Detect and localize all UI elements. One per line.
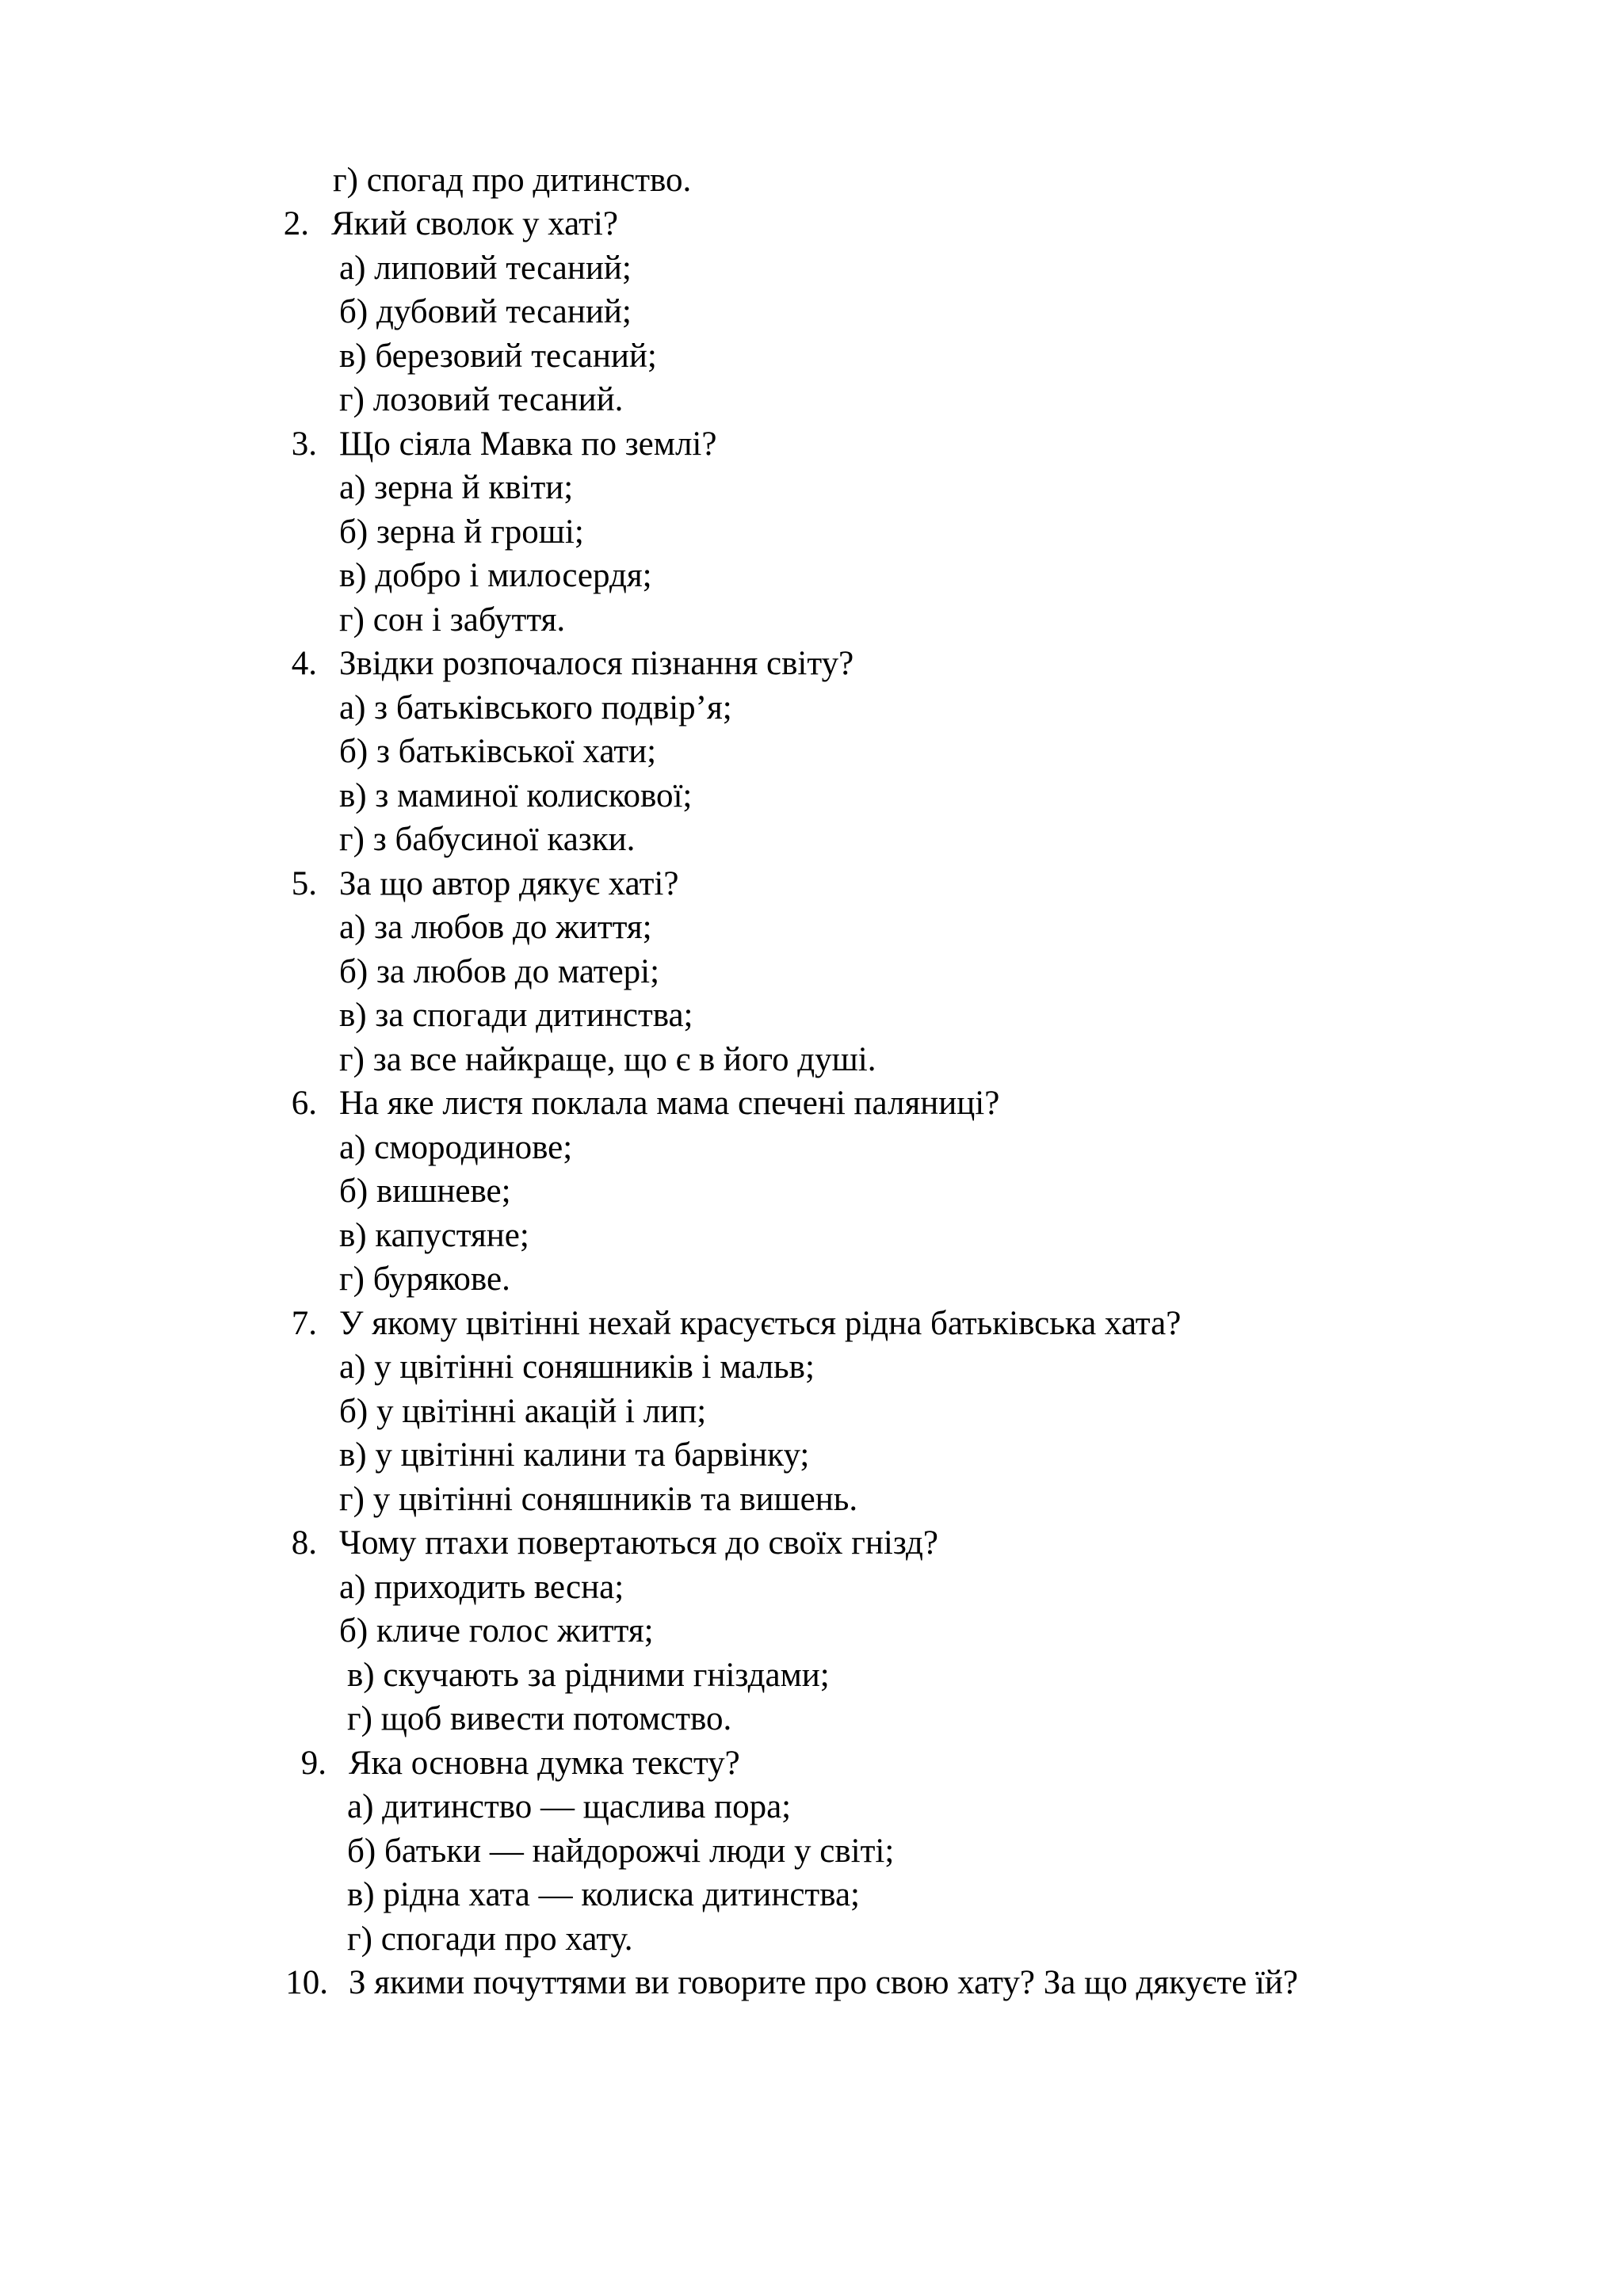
answer-option: а) липовий тесаний;: [339, 250, 632, 287]
question-number: 2.: [283, 205, 309, 242]
question-text: З якими почуттями ви говорите про свою хату? За що дякуєте їй?: [349, 1964, 1299, 2001]
answer-option: а) приходить весна;: [339, 1569, 624, 1606]
answer-option: а) смородинове;: [339, 1129, 573, 1166]
answer-option: в) добро і милосердя;: [339, 557, 652, 594]
answer-option: в) березовий тесаний;: [339, 338, 657, 375]
question-number: 8.: [291, 1524, 317, 1562]
answer-option: в) за спогади дитинства;: [339, 997, 693, 1034]
question-number: 7.: [291, 1305, 317, 1342]
answer-option: в) у цвітінні калини та барвінку;: [339, 1436, 810, 1474]
answer-option: а) дитинство — щаслива пора;: [347, 1788, 792, 1825]
answer-option: в) рідна хата — колиска дитинства;: [347, 1876, 860, 1913]
question-text: На яке листя поклала мама спечені паляниці?: [339, 1085, 1000, 1122]
answer-option: б) дубовий тесаний;: [339, 293, 632, 330]
answer-option: в) з маминої колискової;: [339, 777, 693, 814]
answer-option: б) вишневе;: [339, 1173, 511, 1210]
question-text: У якому цвітінні нехай красується рідна батьківська хата?: [339, 1305, 1182, 1342]
answer-option: б) кличе голос життя;: [339, 1612, 654, 1650]
question-number: 10.: [285, 1964, 328, 2001]
answer-option: г) щоб вивести потомство.: [347, 1700, 732, 1737]
answer-option: г) спогади про хату.: [347, 1920, 633, 1958]
question-text: Яка основна думка тексту?: [349, 1745, 740, 1782]
answer-option: в) капустяне;: [339, 1217, 529, 1254]
answer-option: б) батьки — найдорожчі люди у світі;: [347, 1833, 895, 1870]
answer-option: г) за все найкраще, що є в його душі.: [339, 1041, 876, 1078]
question-text: Що сіяла Мавка по землі?: [339, 425, 717, 463]
question-number: 9.: [300, 1745, 327, 1782]
answer-option: б) у цвітінні акацій і лип;: [339, 1393, 707, 1430]
answer-option: г) лозовий тесаний.: [339, 381, 624, 418]
answer-option: в) скучають за рідними гніздами;: [347, 1657, 830, 1694]
answer-option: г) у цвітінні соняшників та вишень.: [339, 1481, 858, 1518]
answer-option: а) з батьківського подвір’я;: [339, 689, 732, 727]
question-number: 4.: [291, 645, 317, 682]
question-number: 6.: [291, 1085, 317, 1122]
question-number: 3.: [291, 425, 317, 463]
answer-option: г) бурякове.: [339, 1261, 510, 1298]
answer-option: а) за любов до життя;: [339, 909, 652, 946]
answer-option: г) спогад про дитинство.: [333, 162, 692, 199]
question-text: Чому птахи повертаються до своїх гнізд?: [339, 1524, 939, 1562]
answer-option: б) зерна й гроші;: [339, 513, 584, 551]
answer-option: а) зерна й квіти;: [339, 469, 574, 506]
question-text: Звідки розпочалося пізнання світу?: [339, 645, 854, 682]
question-text: Який сволок у хаті?: [331, 205, 618, 242]
answer-option: г) сон і забуття.: [339, 601, 566, 639]
question-text: За що автор дякує хаті?: [339, 865, 679, 902]
answer-option: б) з батьківської хати;: [339, 733, 657, 770]
answer-option: а) у цвітінні соняшників і мальв;: [339, 1348, 815, 1386]
answer-option: г) з бабусиної казки.: [339, 821, 636, 858]
answer-option: б) за любов до матері;: [339, 953, 660, 990]
question-number: 5.: [291, 865, 317, 902]
